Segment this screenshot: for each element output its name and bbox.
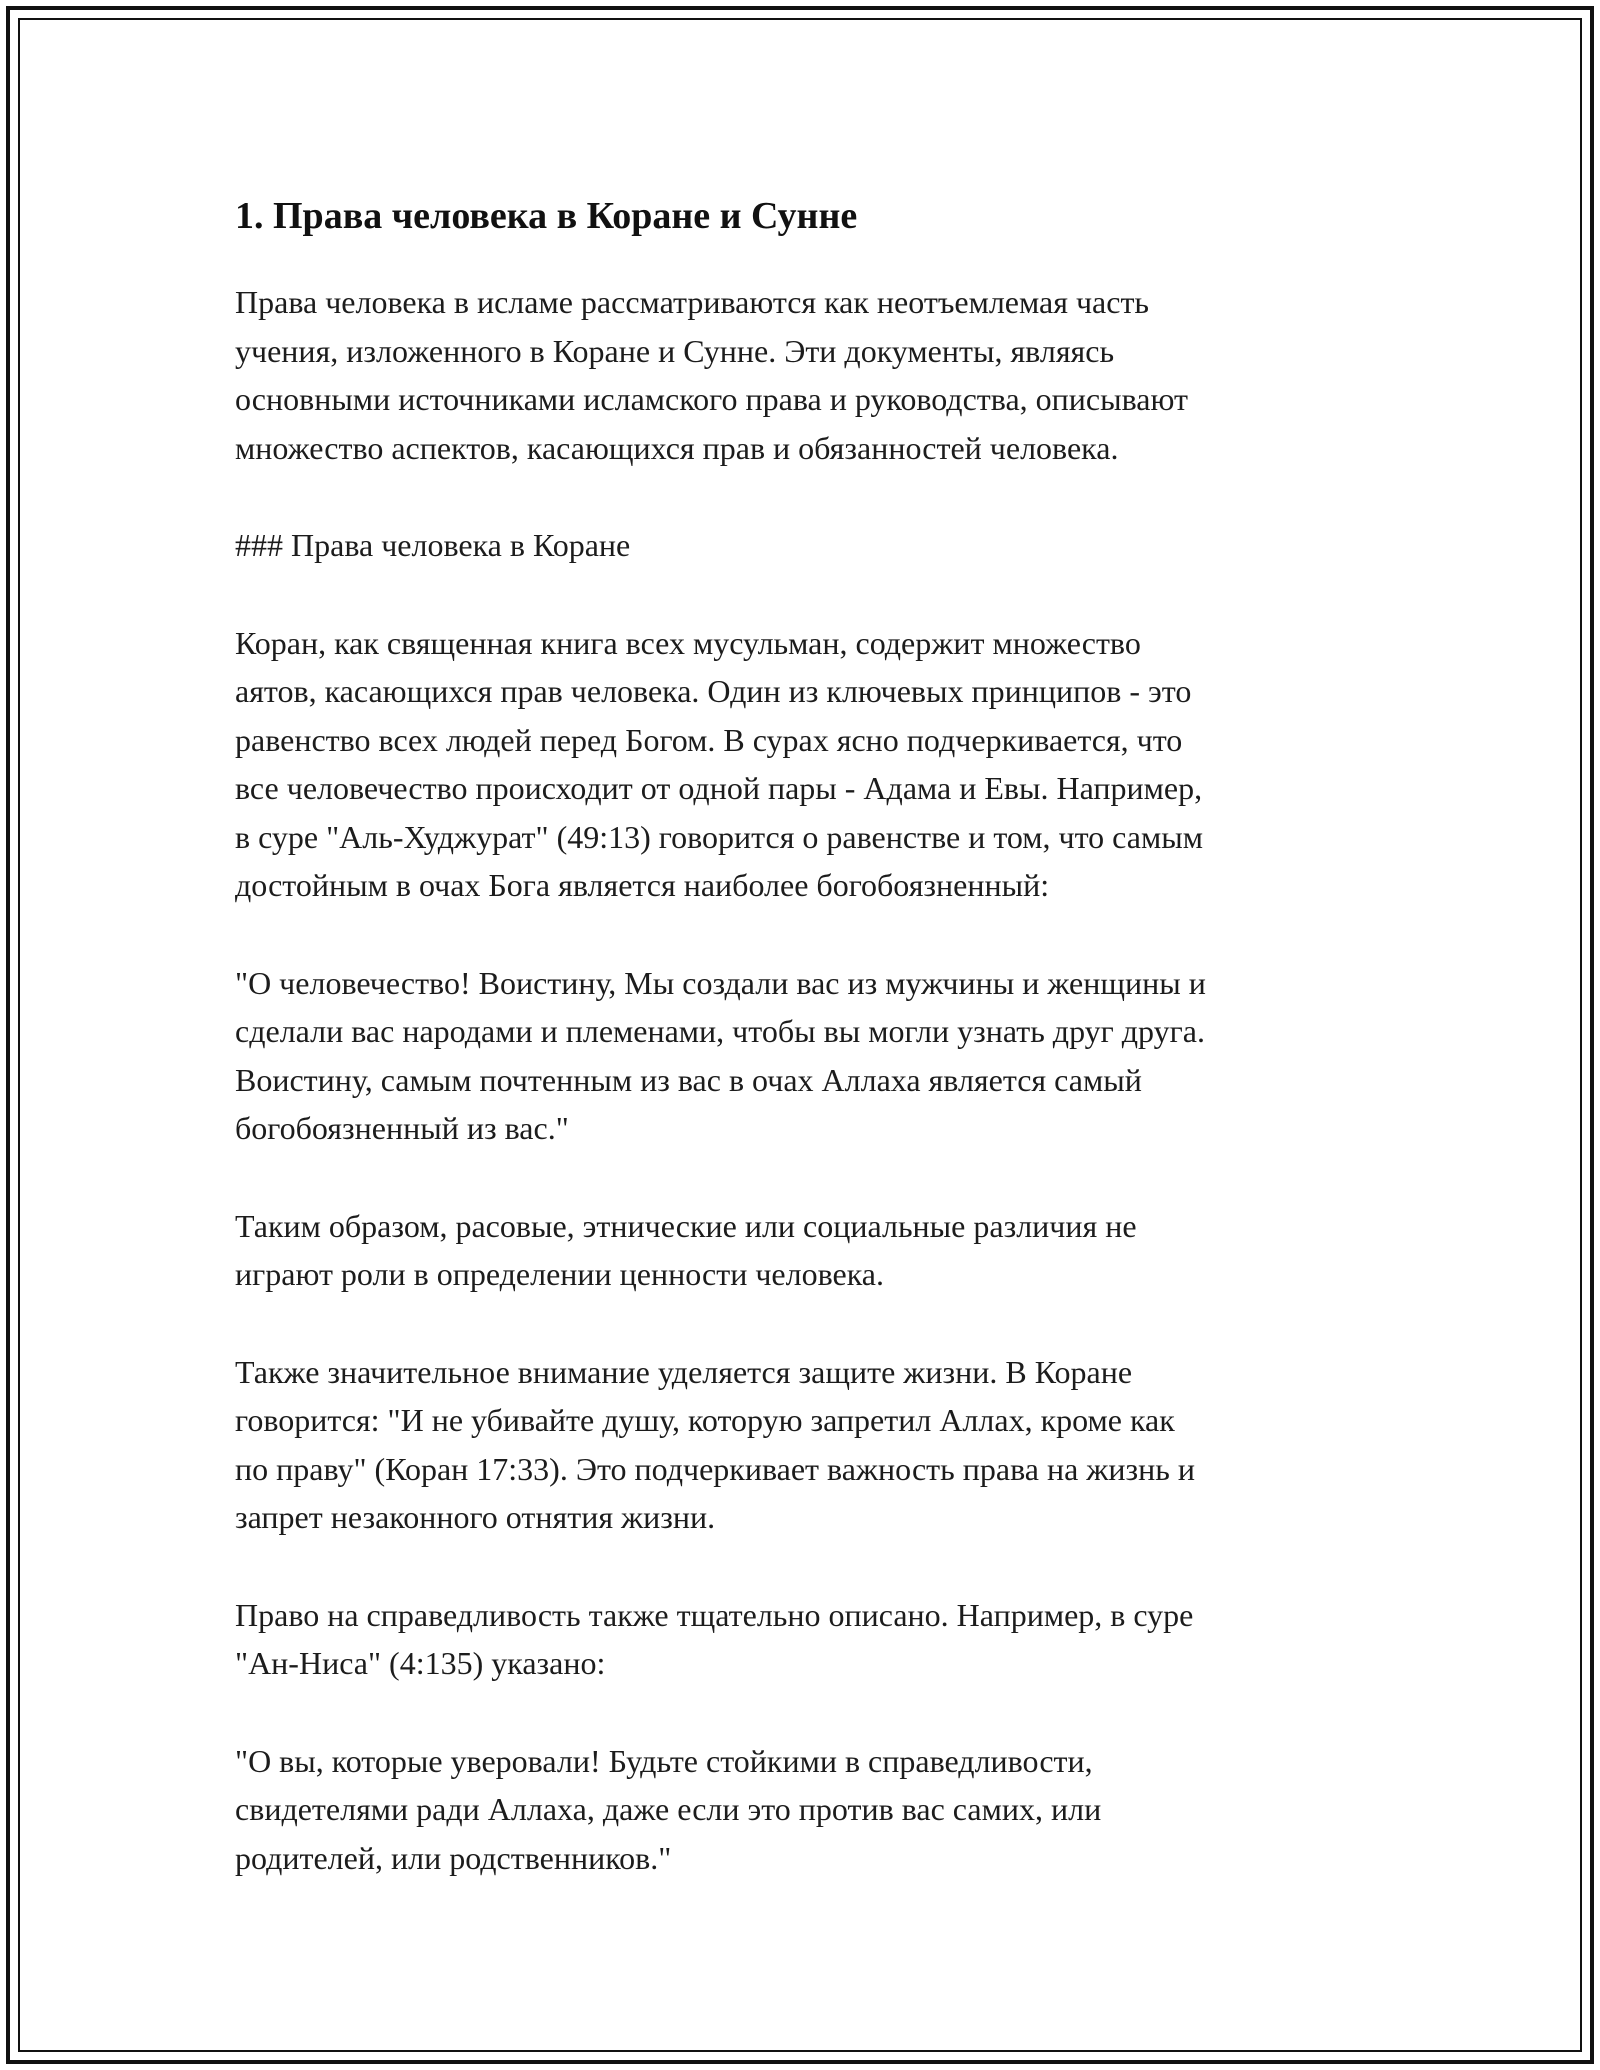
page-title: 1. Права человека в Коране и Сунне [235,195,858,237]
section-heading: ### Права человека в Коране [235,527,631,563]
quote-an-nisa: "О вы, которые уверовали! Будьте стойкими в справедливости, свидетелями ради Аллаха, даже если это против вас самих, или родителей, или родственников." [235,1742,1102,1876]
justice-paragraph: Право на справедливость также тщательно описано. Например, в суре "Ан-Ниса" (4:135) указано: [235,1596,1194,1681]
quran-equality-paragraph: Коран, как священная книга всех мусульман, содержит множество аятов, касающихся прав человека. Один из ключевых принципов - это равенство всех людей перед Богом. В сурах ясно подчеркивается, что все человечество происходит от одной пары - Адама и Евы. Например, в суре "Аль-Худжурат" (49:13) говорится о равенстве и том, что самым достойным в очах Бога является наиболее богобоязненный: [235,624,1203,903]
right-to-life-paragraph: Также значительное внимание уделяется защите жизни. В Коране говорится: "И не убивайте душу, которую запретил Аллах, кроме как по праву" (Коран 17:33). Это подчеркивает важность права на жизнь и запрет незаконного отнятия жизни. [235,1353,1195,1535]
conclusion-paragraph: Таким образом, расовые, этнические или социальные различия не играют роли в определении ценности человека. [235,1207,1137,1292]
document-body [235,186,1365,1931]
quote-al-hujurat: "О человечество! Воистину, Мы создали вас из мужчины и женщины и сделали вас народами и племенами, чтобы вы могли узнать друг друга. Воистину, самым почтенным из вас в очах Аллаха является самый богобоязненный из вас." [235,964,1206,1146]
intro-paragraph: Права человека в исламе рассматриваются как неотъемлемая часть учения, изложенного в Коране и Сунне. Эти документы, являясь основными источниками исламского права и руководства, описывают множество аспектов, касающихся прав и обязанностей человека. [235,284,1188,466]
